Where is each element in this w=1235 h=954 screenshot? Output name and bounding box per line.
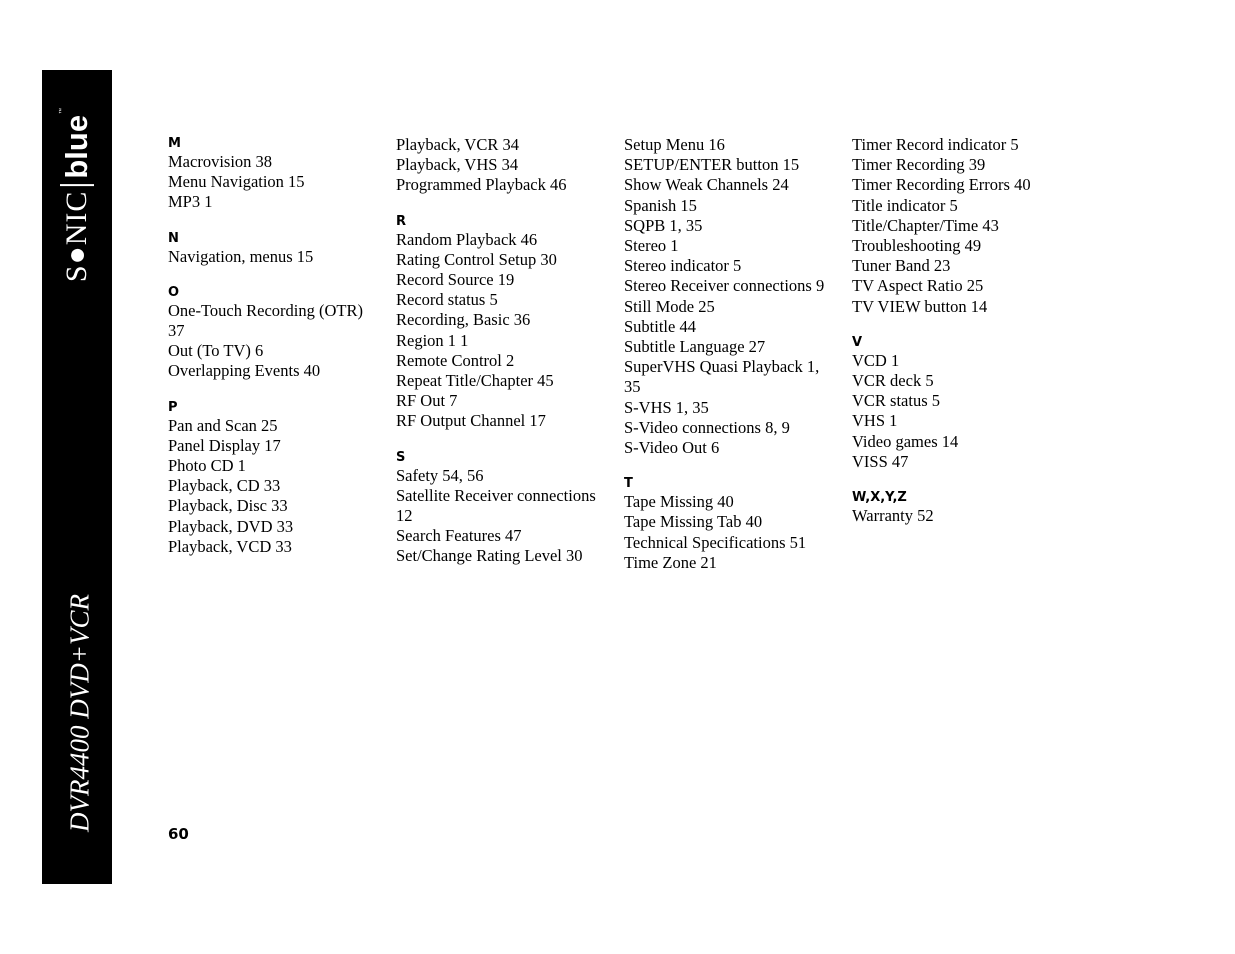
index-entry: Region 1 1 (396, 330, 469, 350)
index-entry: Record Source 19 (396, 270, 515, 290)
section-letter: S (396, 449, 406, 465)
logo-trademark: ™ (59, 107, 65, 114)
index-entry: SQPB 1, 35 (624, 215, 703, 235)
index-entry: Stereo indicator 5 (624, 256, 742, 276)
index-section (396, 213, 621, 432)
index-entry: Navigation, menus 15 (168, 246, 314, 266)
index-entry: Pan and Scan 25 (168, 415, 278, 435)
index-section (168, 230, 393, 267)
index-entry: Subtitle Language 27 (624, 337, 766, 357)
index-entry: Panel Display 17 (168, 435, 281, 455)
index-entry: S-Video Out 6 (624, 438, 720, 458)
index-entry: Playback, DVD 33 (168, 516, 294, 536)
section-letter: R (396, 213, 407, 229)
index-entry: Playback, VHS 34 (396, 155, 519, 175)
index-section (168, 135, 393, 213)
sonicblue-logo (59, 108, 95, 282)
index-entry: 12 (396, 506, 413, 526)
index-entry: Random Playback 46 (396, 229, 538, 249)
index-entry: Recording, Basic 36 (396, 310, 531, 330)
section-letter: O (168, 284, 180, 300)
section-letter: P (168, 399, 178, 415)
index-entry: Macrovision 38 (168, 152, 273, 171)
index-entry: Tape Missing 40 (624, 492, 734, 512)
index-entry: S-Video connections 8, 9 (624, 417, 790, 437)
index-entry: Menu Navigation 15 (168, 172, 305, 192)
index-entry: Playback, VCR 34 (396, 135, 519, 154)
index-entry: Repeat Title/Chapter 45 (396, 371, 554, 391)
index-entry: Timer Recording 39 (852, 155, 986, 175)
index-entry: Warranty 52 (852, 506, 934, 526)
section-letter: N (168, 230, 179, 246)
section-letter: T (624, 476, 633, 492)
index-entry: Remote Control 2 (396, 350, 515, 370)
index-entry: Playback, CD 33 (168, 476, 281, 496)
index-section (396, 449, 621, 567)
index-entry: Show Weak Channels 24 (624, 175, 789, 195)
logo-blue-text: blue (59, 114, 94, 179)
index-entry: Overlapping Events 40 (168, 361, 321, 381)
index-section (624, 475, 849, 573)
index-section (624, 135, 849, 458)
index-entry: Still Mode 25 (624, 296, 715, 316)
index-entry: RF Out 7 (396, 391, 458, 411)
index-section (852, 334, 1077, 472)
index-entry: Timer Recording Errors 40 (852, 175, 1031, 195)
index-section (168, 284, 393, 382)
index-entry: Timer Record indicator 5 (852, 135, 1019, 154)
index-entry: TV VIEW button 14 (852, 296, 988, 316)
index-entry: Tuner Band 23 (852, 256, 951, 276)
index-entry: Spanish 15 (624, 195, 697, 215)
index-entry: SuperVHS Quasi Playback 1, (624, 357, 820, 377)
index-entry: VCR status 5 (852, 391, 941, 411)
index-entry: MP3 1 (168, 192, 213, 212)
index-column-4 (852, 135, 1077, 543)
index-entry: VCR deck 5 (852, 371, 934, 391)
index-entry: Out (To TV) 6 (168, 341, 264, 361)
index-entry: TV Aspect Ratio 25 (852, 276, 984, 296)
page-number: 60 (168, 825, 189, 843)
index-entry: S-VHS 1, 35 (624, 397, 709, 417)
index-entry: Video games 14 (852, 431, 959, 451)
index-entry: VISS 47 (852, 451, 909, 471)
index-entry: Programmed Playback 46 (396, 175, 567, 195)
index-section (168, 399, 393, 557)
index-column-1 (168, 135, 393, 574)
index-entry: Subtitle 44 (624, 316, 696, 336)
index-entry: Tape Missing Tab 40 (624, 512, 763, 532)
index-entry: VHS 1 (852, 411, 898, 431)
index-entry: One-Touch Recording (OTR) (168, 300, 363, 320)
index-section (852, 489, 1077, 526)
index-entry: Safety 54, 56 (396, 465, 484, 485)
index-entry: Stereo Receiver connections 9 (624, 276, 825, 296)
index-entry: Photo CD 1 (168, 456, 246, 476)
index-entry: Search Features 47 (396, 526, 522, 546)
index-entry: Time Zone 21 (624, 552, 717, 572)
section-letter: M (168, 136, 181, 151)
index-entry: Stereo 1 (624, 236, 679, 256)
index-entry: Setup Menu 16 (624, 135, 725, 154)
index-entry: Satellite Receiver connections (396, 485, 596, 505)
index-column-2 (396, 135, 621, 584)
logo-separator (60, 184, 94, 186)
section-letter: W,X,Y,Z (852, 490, 907, 506)
index-entry: Set/Change Rating Level 30 (396, 546, 583, 566)
model-title: DVR4400 DVD+VCR (64, 594, 95, 832)
index-entry: Rating Control Setup 30 (396, 249, 557, 269)
index-entry: VCD 1 (852, 350, 900, 370)
section-letter: V (852, 334, 863, 350)
index-entry: Technical Specifications 51 (624, 532, 807, 552)
index-section (852, 135, 1077, 317)
index-entry: 37 (168, 321, 185, 341)
logo-sonic-text: S●NIC (60, 190, 93, 283)
index-entry: 35 (624, 377, 641, 397)
index-column-3 (624, 135, 849, 590)
index-entry: Playback, VCD 33 (168, 536, 292, 556)
index-entry: Title indicator 5 (852, 195, 958, 215)
index-entry: Title/Chapter/Time 43 (852, 215, 999, 235)
index-entry: Troubleshooting 49 (852, 236, 982, 256)
index-section (396, 135, 621, 196)
index-entry: RF Output Channel 17 (396, 411, 546, 431)
index-entry: Record status 5 (396, 290, 498, 310)
index-entry: Playback, Disc 33 (168, 496, 288, 516)
index-entry: SETUP/ENTER button 15 (624, 155, 800, 175)
